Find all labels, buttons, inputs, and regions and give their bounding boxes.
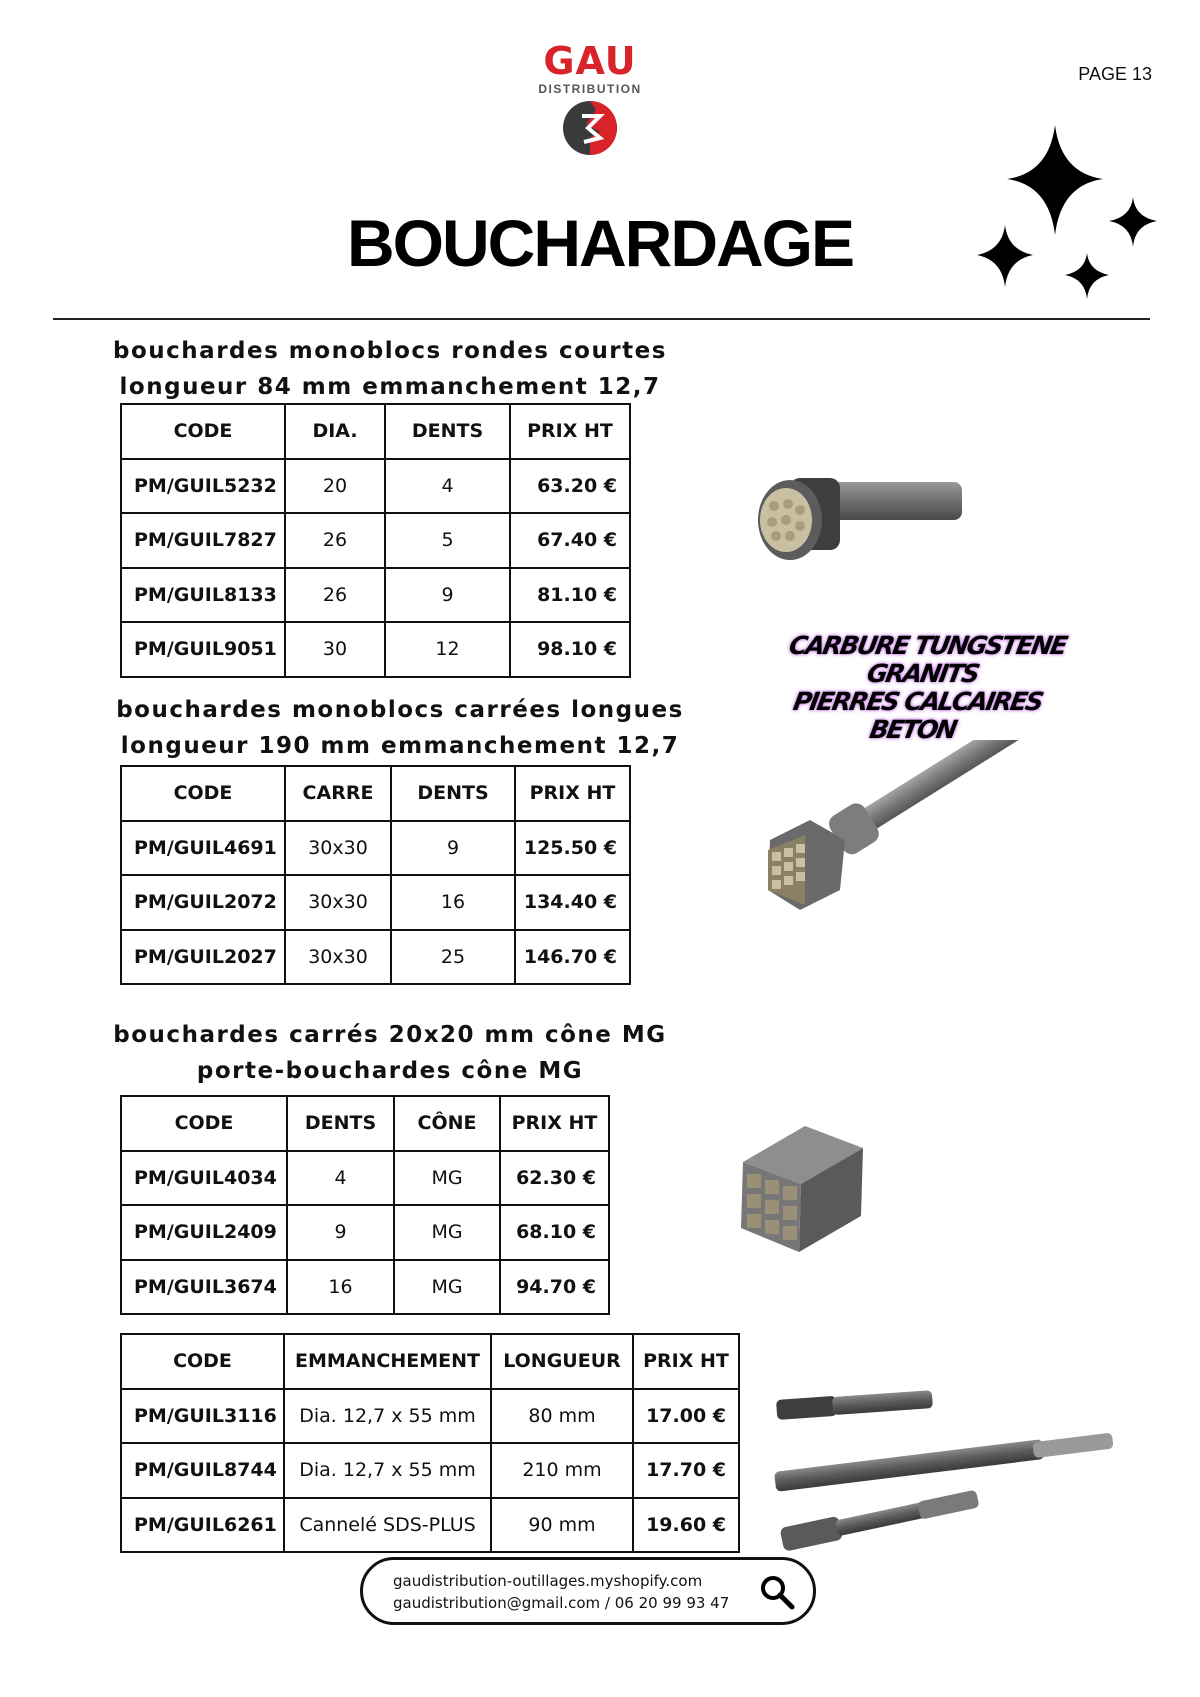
cell-price: 62.30 € (500, 1151, 609, 1206)
cell-emmanchement: Dia. 12,7 x 55 mm (284, 1389, 491, 1444)
tagline-line2: GRANITS (864, 659, 981, 688)
tagline-line4: BETON (867, 715, 958, 744)
cell-price: 134.40 € (515, 875, 630, 930)
section1-heading (110, 333, 670, 405)
table-row (121, 459, 630, 514)
cell-emmanchement: Dia. 12,7 x 55 mm (284, 1443, 491, 1498)
header-code: CODE (121, 1096, 287, 1151)
cell-dents: 25 (391, 930, 515, 985)
cell-dents: 16 (391, 875, 515, 930)
cell-dents: 4 (385, 459, 510, 514)
footer-contact-box (360, 1557, 816, 1625)
cell-dents: 9 (287, 1205, 394, 1260)
header-longueur: LONGUEUR (491, 1334, 633, 1389)
table-holders (120, 1333, 740, 1553)
search-icon[interactable] (759, 1574, 795, 1610)
logo-emblem-icon (560, 98, 620, 158)
cell-dents: 4 (287, 1151, 394, 1206)
cell-code: PM/GUIL9051 (121, 622, 285, 677)
table-square-cone-bouchardes (120, 1095, 610, 1315)
cell-longueur: 210 mm (491, 1443, 633, 1498)
cell-code: PM/GUIL4034 (121, 1151, 287, 1206)
cell-code: PM/GUIL2072 (121, 875, 285, 930)
header-emmanchement: EMMANCHEMENT (284, 1334, 491, 1389)
tagline-line1: CARBURE TUNGSTENE (786, 631, 1069, 660)
cell-code: PM/GUIL3674 (121, 1260, 287, 1315)
cell-code: PM/GUIL2409 (121, 1205, 287, 1260)
table-row (121, 1151, 609, 1206)
cell-price: 125.50 € (515, 821, 630, 876)
table-header-row (121, 766, 630, 821)
material-tagline (760, 632, 1080, 744)
cell-dia: 26 (285, 513, 385, 568)
cell-price: 17.00 € (633, 1389, 739, 1444)
table-header-row (121, 1096, 609, 1151)
header-price: PRIX HT (515, 766, 630, 821)
header-dents: DENTS (287, 1096, 394, 1151)
cell-code: PM/GUIL8744 (121, 1443, 284, 1498)
cell-cone: MG (394, 1205, 500, 1260)
cell-code: PM/GUIL6261 (121, 1498, 284, 1553)
sparkle-stars-icon (975, 125, 1175, 315)
cell-longueur: 90 mm (491, 1498, 633, 1553)
footer-website-link[interactable]: gaudistribution-outillages.myshopify.com (393, 1572, 703, 1590)
page-title: BOUCHARDAGE (347, 206, 853, 280)
header-dents: DENTS (385, 404, 510, 459)
table-row (121, 1389, 739, 1444)
company-logo (520, 39, 660, 157)
logo-subtitle: DISTRIBUTION (538, 82, 642, 96)
table-square-long-bouchardes (120, 765, 631, 985)
header-dia: DIA. (285, 404, 385, 459)
table-row (121, 1205, 609, 1260)
cell-cone: MG (394, 1151, 500, 1206)
section3-heading (110, 1017, 670, 1089)
footer-contact-info: gaudistribution@gmail.com / 06 20 99 93 47 (393, 1594, 730, 1612)
cell-code: PM/GUIL4691 (121, 821, 285, 876)
cell-dents: 16 (287, 1260, 394, 1315)
cell-longueur: 80 mm (491, 1389, 633, 1444)
cell-price: 63.20 € (510, 459, 630, 514)
table-row (121, 1260, 609, 1315)
header-price: PRIX HT (500, 1096, 609, 1151)
cell-code: PM/GUIL2027 (121, 930, 285, 985)
section2-heading (110, 692, 690, 764)
header-price: PRIX HT (633, 1334, 739, 1389)
cell-price: 67.40 € (510, 513, 630, 568)
cell-code: PM/GUIL5232 (121, 459, 285, 514)
section2-heading-line2: longueur 190 mm emmanchement 12,7 (120, 733, 680, 759)
tagline-line3: PIERRES CALCAIRES (791, 687, 1045, 716)
square-long-bush-hammer-image (760, 740, 1045, 930)
cell-price: 146.70 € (515, 930, 630, 985)
cell-emmanchement: Cannelé SDS-PLUS (284, 1498, 491, 1553)
logo-brand: GAU (543, 39, 637, 83)
cell-price: 94.70 € (500, 1260, 609, 1315)
holder-tools-image (770, 1370, 1120, 1555)
cell-price: 17.70 € (633, 1443, 739, 1498)
table-row (121, 513, 630, 568)
header-price: PRIX HT (510, 404, 630, 459)
cell-dia: 26 (285, 568, 385, 623)
table-row (121, 930, 630, 985)
cell-carre: 30x30 (285, 930, 391, 985)
cell-dia: 30 (285, 622, 385, 677)
header-carre: CARRE (285, 766, 391, 821)
cell-dents: 5 (385, 513, 510, 568)
cell-price: 81.10 € (510, 568, 630, 623)
cell-price: 19.60 € (633, 1498, 739, 1553)
cell-dents: 9 (391, 821, 515, 876)
header-code: CODE (121, 766, 285, 821)
cell-dents: 12 (385, 622, 510, 677)
cell-carre: 30x30 (285, 821, 391, 876)
table-header-row (121, 1334, 739, 1389)
table-round-bouchardes (120, 403, 631, 678)
header-cone: CÔNE (394, 1096, 500, 1151)
table-row (121, 875, 630, 930)
table-row (121, 1443, 739, 1498)
section3-heading-line1: bouchardes carrés 20x20 mm cône MG (113, 1022, 667, 1048)
cell-code: PM/GUIL7827 (121, 513, 285, 568)
cell-code: PM/GUIL8133 (121, 568, 285, 623)
table-row (121, 821, 630, 876)
header-dents: DENTS (391, 766, 515, 821)
round-bush-hammer-image (750, 470, 970, 575)
section1-heading-line2: longueur 84 mm emmanchement 12,7 (119, 374, 661, 400)
cell-dia: 20 (285, 459, 385, 514)
header-divider (53, 318, 1150, 320)
table-row (121, 1498, 739, 1553)
cell-dents: 9 (385, 568, 510, 623)
cell-price: 98.10 € (510, 622, 630, 677)
table-header-row (121, 404, 630, 459)
header-code: CODE (121, 404, 285, 459)
cell-code: PM/GUIL3116 (121, 1389, 284, 1444)
table-row (121, 622, 630, 677)
square-cone-head-image (735, 1120, 870, 1255)
cell-cone: MG (394, 1260, 500, 1315)
section2-heading-line1: bouchardes monoblocs carrées longues (116, 697, 684, 723)
section3-heading-line2: porte-bouchardes cône MG (196, 1058, 584, 1084)
header-code: CODE (121, 1334, 284, 1389)
table-row (121, 568, 630, 623)
cell-price: 68.10 € (500, 1205, 609, 1260)
page-number: PAGE 13 (1078, 64, 1152, 84)
section1-heading-line1: bouchardes monoblocs rondes courtes (113, 338, 667, 364)
cell-carre: 30x30 (285, 875, 391, 930)
